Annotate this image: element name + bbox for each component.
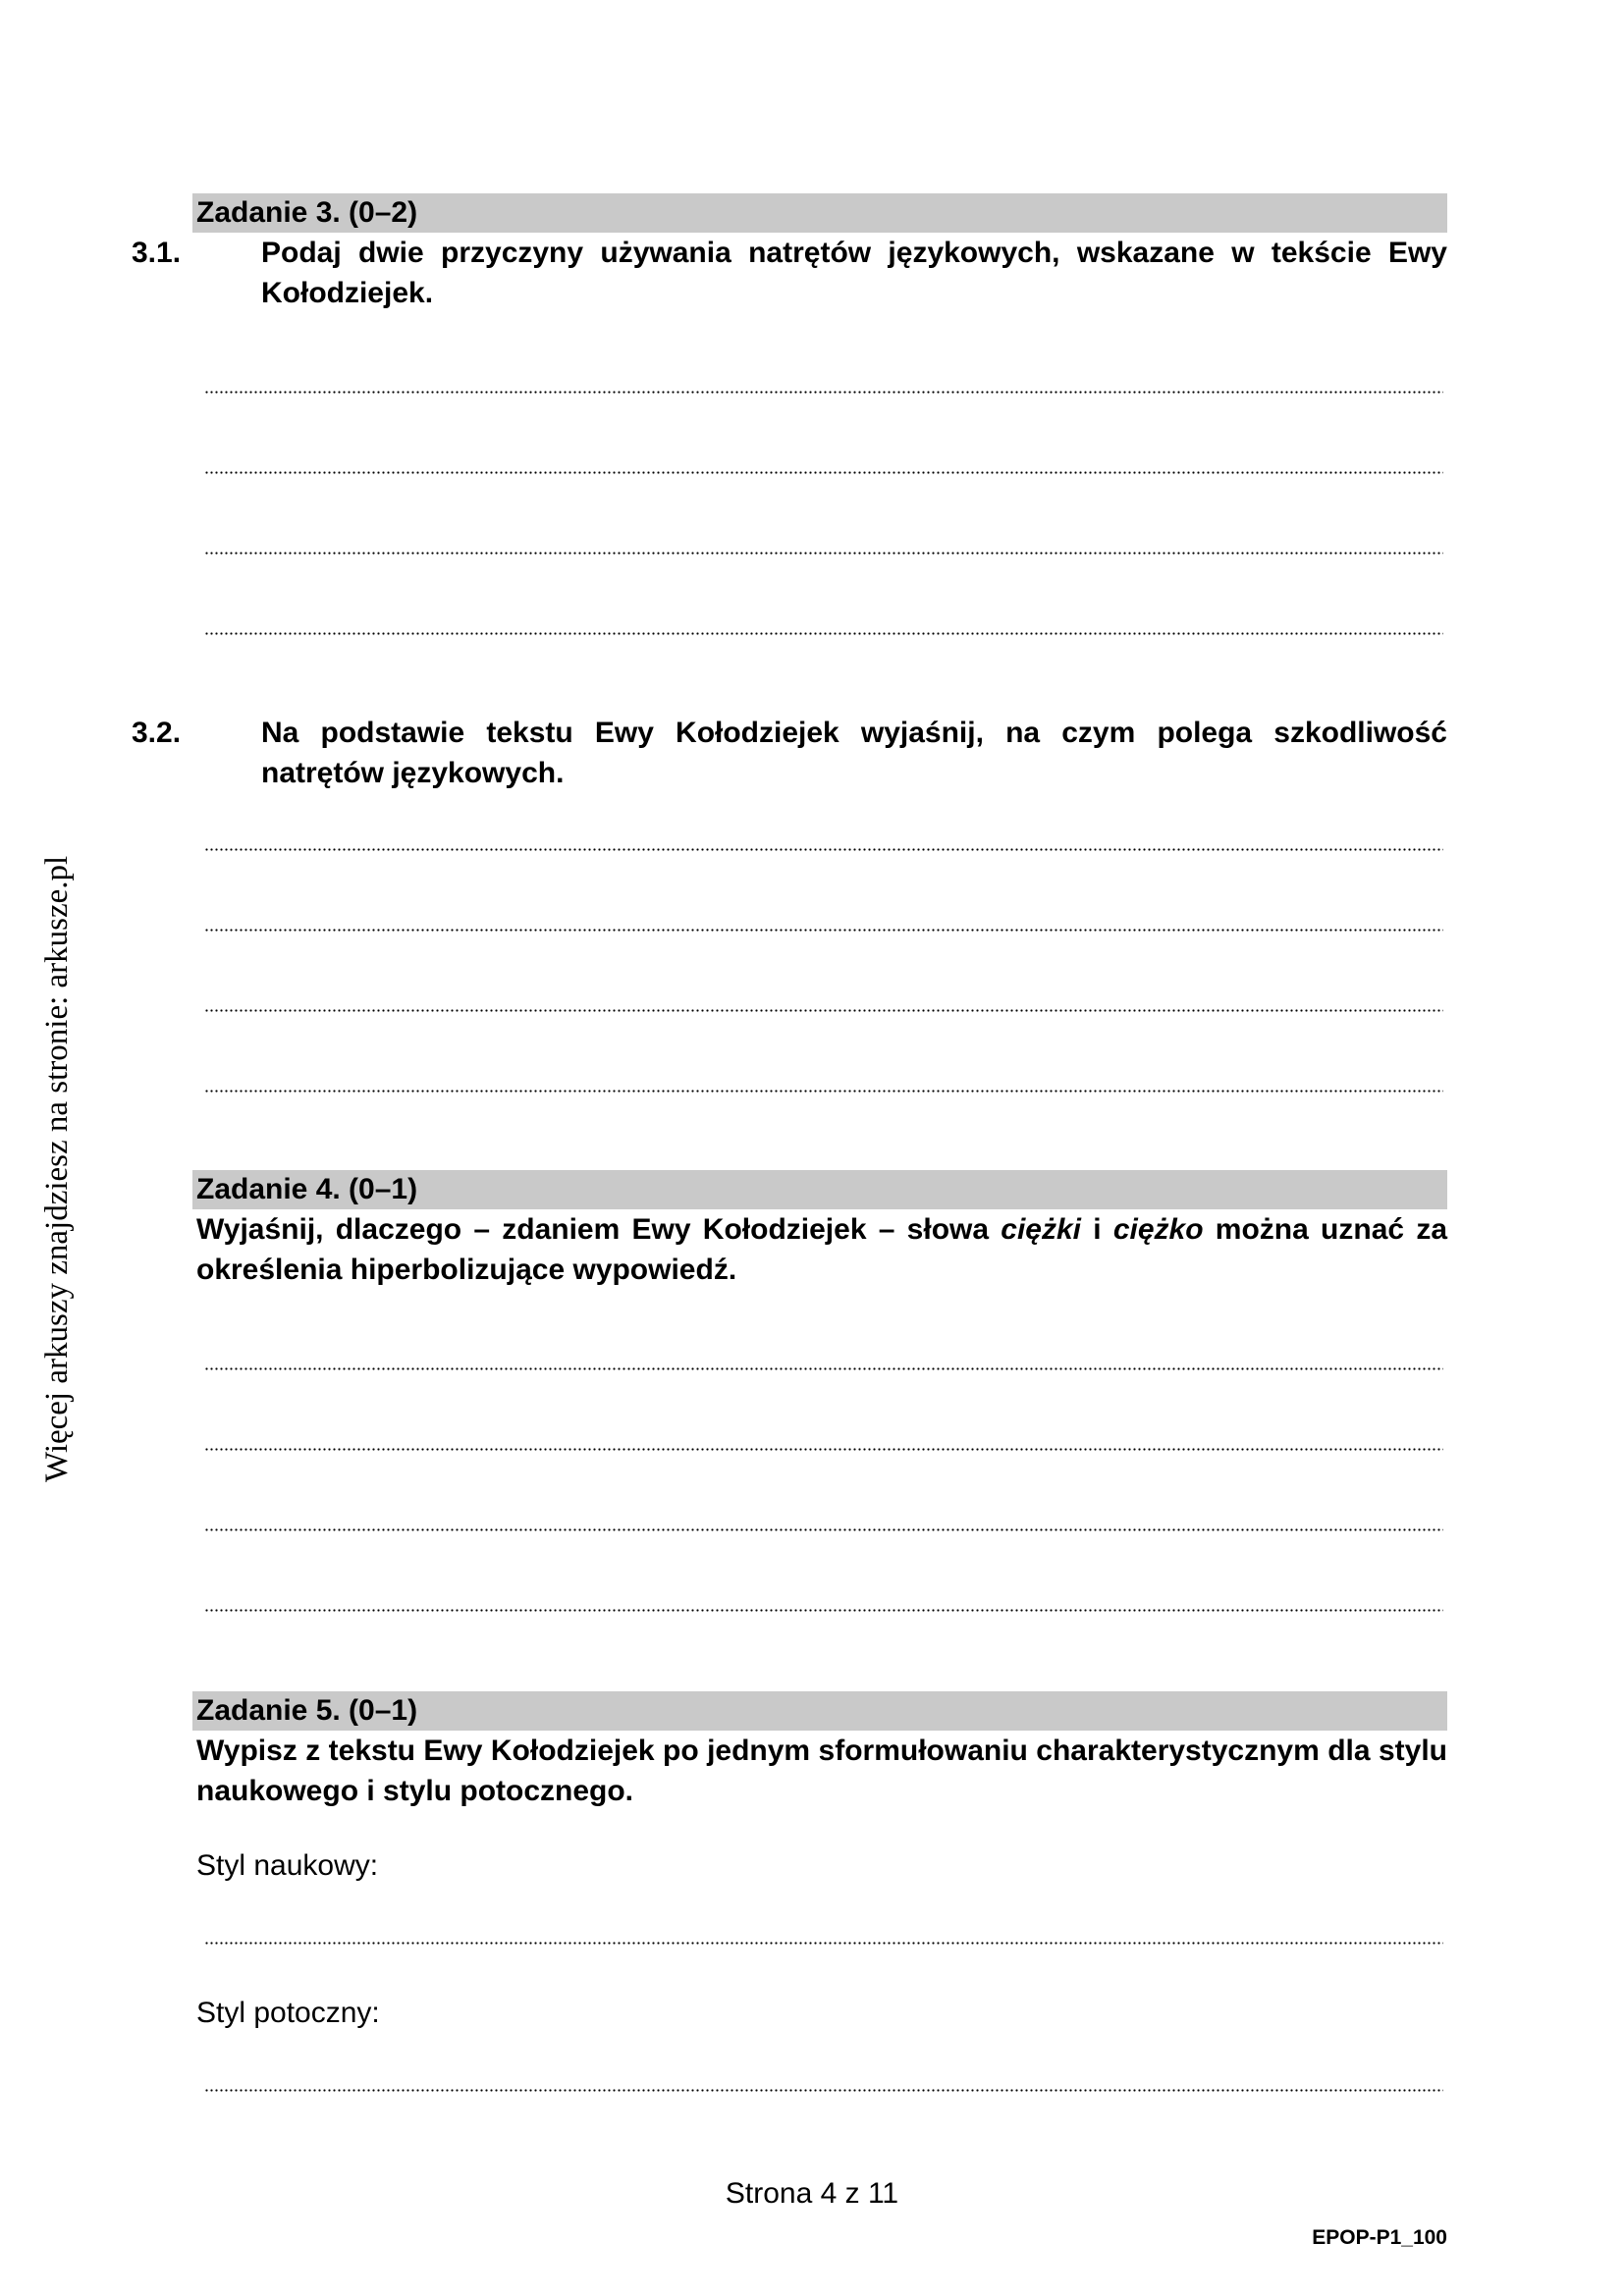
task4-text-c: można uznać za określenia hiperbolizujące wypowiedź. — [196, 1213, 1447, 1286]
task4-word1: ciężki — [1001, 1213, 1082, 1246]
answer-line[interactable] — [204, 391, 1443, 394]
task4-word2: ciężko — [1112, 1213, 1204, 1246]
answer-line[interactable] — [204, 848, 1443, 851]
page-number: Strona 4 z 11 — [725, 2177, 899, 2210]
task4-text-a: Wyjaśnij, dlaczego – zdaniem Ewy Kołodziejek – słowa — [196, 1213, 1001, 1246]
answer-line[interactable] — [204, 1609, 1443, 1612]
label-styl-naukowy: Styl naukowy: — [196, 1849, 379, 1882]
side-watermark: Więcej arkuszy znajdziesz na stronie: arkusze.pl — [39, 855, 75, 1482]
answer-line[interactable] — [204, 471, 1443, 474]
task3-q1-text: Podaj dwie przyczyny używania natrętów językowych, wskazane w tekście Ewy Kołodziejek. — [261, 237, 1447, 309]
answer-line[interactable] — [204, 1090, 1443, 1093]
answer-line[interactable] — [204, 1448, 1443, 1451]
task3-q2-num: 3.2. — [132, 717, 182, 749]
answer-line[interactable] — [204, 1528, 1443, 1531]
answer-line-naukowy[interactable] — [204, 1942, 1443, 1945]
task5-question: Wypisz z tekstu Ewy Kołodziejek po jednym sformułowaniu charakterystycznym dla stylu naukowego i stylu potocznego. — [196, 1735, 1447, 1807]
answer-line[interactable] — [204, 632, 1443, 635]
answer-line[interactable] — [204, 1009, 1443, 1012]
task3-q2 — [132, 713, 1447, 793]
task3-q2-text: Na podstawie tekstu Ewy Kołodziejek wyjaśnij, na czym polega szkodliwość natrętów językowych. — [261, 717, 1447, 789]
answer-line[interactable] — [204, 929, 1443, 932]
task4-question — [192, 1209, 1447, 1290]
answer-line-potoczny[interactable] — [204, 2089, 1443, 2092]
task3-q1-num: 3.1. — [132, 237, 182, 269]
task4-text-b: i — [1081, 1213, 1113, 1246]
task4-header: Zadanie 4. (0–1) — [192, 1170, 1447, 1209]
answer-line[interactable] — [204, 552, 1443, 555]
page-content — [132, 193, 1447, 2092]
task3-q1 — [132, 233, 1447, 313]
exam-code: EPOP-P1_100 — [1312, 2226, 1447, 2249]
task5-header: Zadanie 5. (0–1) — [192, 1691, 1447, 1731]
label-styl-potoczny: Styl potoczny: — [196, 1997, 380, 2029]
task3-header: Zadanie 3. (0–2) — [192, 193, 1447, 233]
answer-line[interactable] — [204, 1367, 1443, 1370]
